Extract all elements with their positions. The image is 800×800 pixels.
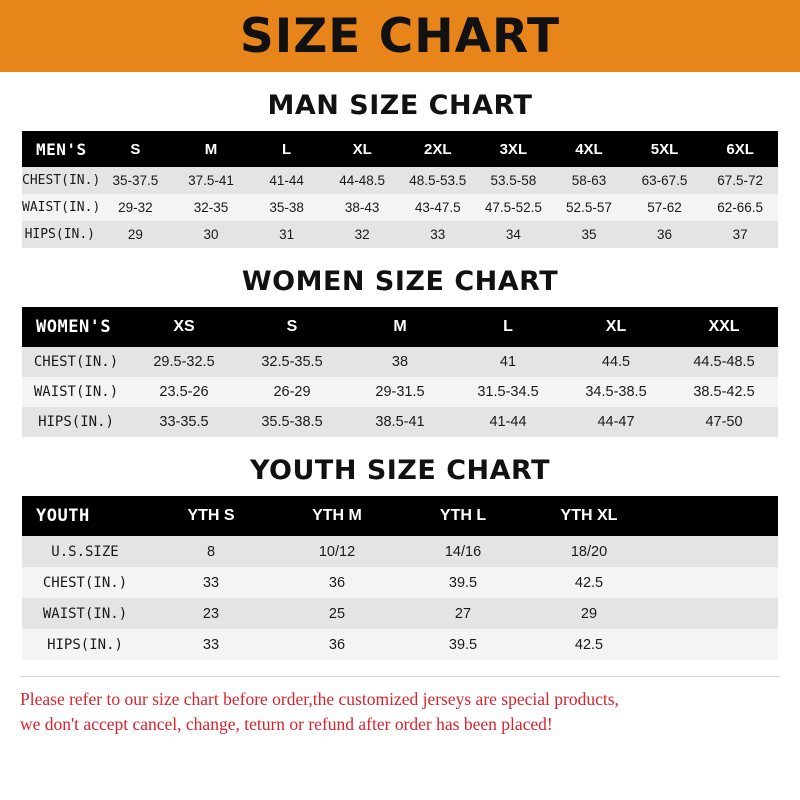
table-cell: 38.5-41 [375,414,425,430]
column-header: YTH M [274,496,400,536]
table-cell: 57-62 [647,200,682,215]
table-cell-empty [652,536,778,567]
footer-line-2: we don't accept cancel, change, teturn or refund after order has been placed! [20,714,553,735]
table-cell: 32 [354,227,370,242]
table-cell: 29 [580,605,598,622]
table-cell: 37.5-41 [188,173,234,188]
column-header: 5XL [627,131,703,167]
youth-size-table [22,496,778,660]
column-header: M [346,307,454,347]
footer-disclaimer [20,676,780,738]
column-header: YTH XL [526,496,652,536]
table-cell: 30 [203,227,219,242]
table-cell: 41-44 [489,414,527,430]
table-row [22,347,778,377]
table-cell: 43-47.5 [414,200,461,215]
column-header: S [98,131,174,167]
column-header: XL [562,307,670,347]
table-cell: 31.5-34.5 [477,384,539,400]
table-cell: 38-43 [344,200,380,215]
table-cell: 41-44 [269,173,304,188]
table-cell-empty [652,629,778,660]
table-cell: 33 [202,636,220,653]
row-label: HIPS(IN.) [24,227,96,242]
row-label: WAIST(IN.) [22,200,101,215]
column-header: L [249,131,325,167]
table-cell: 29 [127,227,143,242]
column-header: MEN'S [22,131,98,167]
column-header: 3XL [476,131,552,167]
table-cell: 36 [328,636,346,653]
table-cell: 48.5-53.5 [409,173,467,188]
table-cell: 35-38 [269,200,304,215]
row-label: U.S.SIZE [51,543,119,560]
man-size-table [22,131,778,248]
table-cell: 35.5-38.5 [261,414,323,430]
column-header: M [173,131,249,167]
table-cell: 14/16 [444,543,482,560]
table-cell: 29-31.5 [375,384,425,400]
column-header: YOUTH [22,496,148,536]
table-cell: 42.5 [574,636,604,653]
table-cell: 35 [581,227,597,242]
table-cell: 58-63 [571,173,607,188]
table-row [22,167,778,194]
table-cell: 33 [202,574,220,591]
table-row [22,629,778,660]
table-cell: 44-47 [597,414,635,430]
table-row [22,567,778,598]
table-cell: 29-32 [118,200,153,215]
table-cell: 8 [206,543,216,560]
table-cell: 33-35.5 [159,414,209,430]
youth-size-section [0,455,800,660]
table-cell: 42.5 [574,574,604,591]
table-row [22,598,778,629]
table-cell: 29.5-32.5 [153,354,215,370]
header-banner [0,0,800,72]
table-cell: 23.5-26 [159,384,209,400]
row-label: WAIST(IN.) [33,384,119,400]
table-cell: 44.5 [601,354,631,370]
table-row [22,377,778,407]
column-header: XL [324,131,400,167]
table-cell: 47-50 [705,414,743,430]
column-header: S [238,307,346,347]
column-header-empty [652,496,778,536]
table-cell: 10/12 [318,543,356,560]
women-section-title: WOMEN SIZE CHART [241,266,559,297]
table-header-row [22,131,778,167]
table-header-row [22,496,778,536]
table-cell: 32-35 [193,200,229,215]
row-label: CHEST(IN.) [42,574,128,591]
table-cell: 37 [732,227,748,242]
row-label: CHEST(IN.) [22,173,101,188]
table-row [22,407,778,437]
table-cell: 26-29 [273,384,311,400]
column-header: YTH S [148,496,274,536]
table-cell: 18/20 [570,543,608,560]
table-row [22,536,778,567]
table-header-row [22,307,778,347]
table-cell: 67.5-72 [717,173,764,188]
women-table-body [22,347,778,437]
column-header: 2XL [400,131,476,167]
youth-table-header [22,496,778,536]
table-cell: 34.5-38.5 [585,384,647,400]
women-size-table [22,307,778,437]
column-header: XS [130,307,238,347]
table-cell: 44-48.5 [339,173,386,188]
table-cell: 31 [279,227,295,242]
table-cell: 52.5-57 [566,200,612,215]
women-table-header [22,307,778,347]
table-cell: 33 [430,227,446,242]
column-header: L [454,307,562,347]
table-cell: 62-66.5 [717,200,764,215]
column-header: YTH L [400,496,526,536]
column-header: WOMEN'S [22,307,130,347]
man-section-title: MAN SIZE CHART [267,90,533,121]
table-cell-empty [652,598,778,629]
row-label: CHEST(IN.) [33,354,119,370]
table-cell: 39.5 [448,574,478,591]
table-row [22,221,778,248]
table-cell: 53.5-58 [490,173,537,188]
table-row [22,194,778,221]
footer-line-1: Please refer to our size chart before order,the customized jerseys are special products, [20,689,619,709]
table-cell: 35-37.5 [112,173,159,188]
table-cell: 27 [454,605,472,622]
table-cell: 32.5-35.5 [261,354,323,370]
table-cell: 41 [499,354,517,370]
table-cell: 34 [505,227,521,242]
table-cell: 23 [202,605,220,622]
women-size-section [0,266,800,437]
column-header: XXL [670,307,778,347]
table-cell: 44.5-48.5 [693,354,755,370]
youth-section-title: YOUTH SIZE CHART [249,455,551,486]
table-cell-empty [652,567,778,598]
table-cell: 36 [328,574,346,591]
table-cell: 38.5-42.5 [693,384,755,400]
man-table-header [22,131,778,167]
row-label: HIPS(IN.) [38,414,114,430]
table-cell: 25 [328,605,346,622]
man-size-section [0,90,800,248]
column-header: 6XL [702,131,778,167]
table-cell: 47.5-52.5 [484,200,542,215]
table-cell: 36 [657,227,673,242]
table-cell: 39.5 [448,636,478,653]
row-label: HIPS(IN.) [47,636,123,653]
table-cell: 38 [391,354,409,370]
table-cell: 63-67.5 [641,173,688,188]
page-title: SIZE CHART [239,8,561,64]
youth-table-body [22,536,778,660]
row-label: WAIST(IN.) [42,605,128,622]
man-table-body [22,167,778,248]
column-header: 4XL [551,131,627,167]
